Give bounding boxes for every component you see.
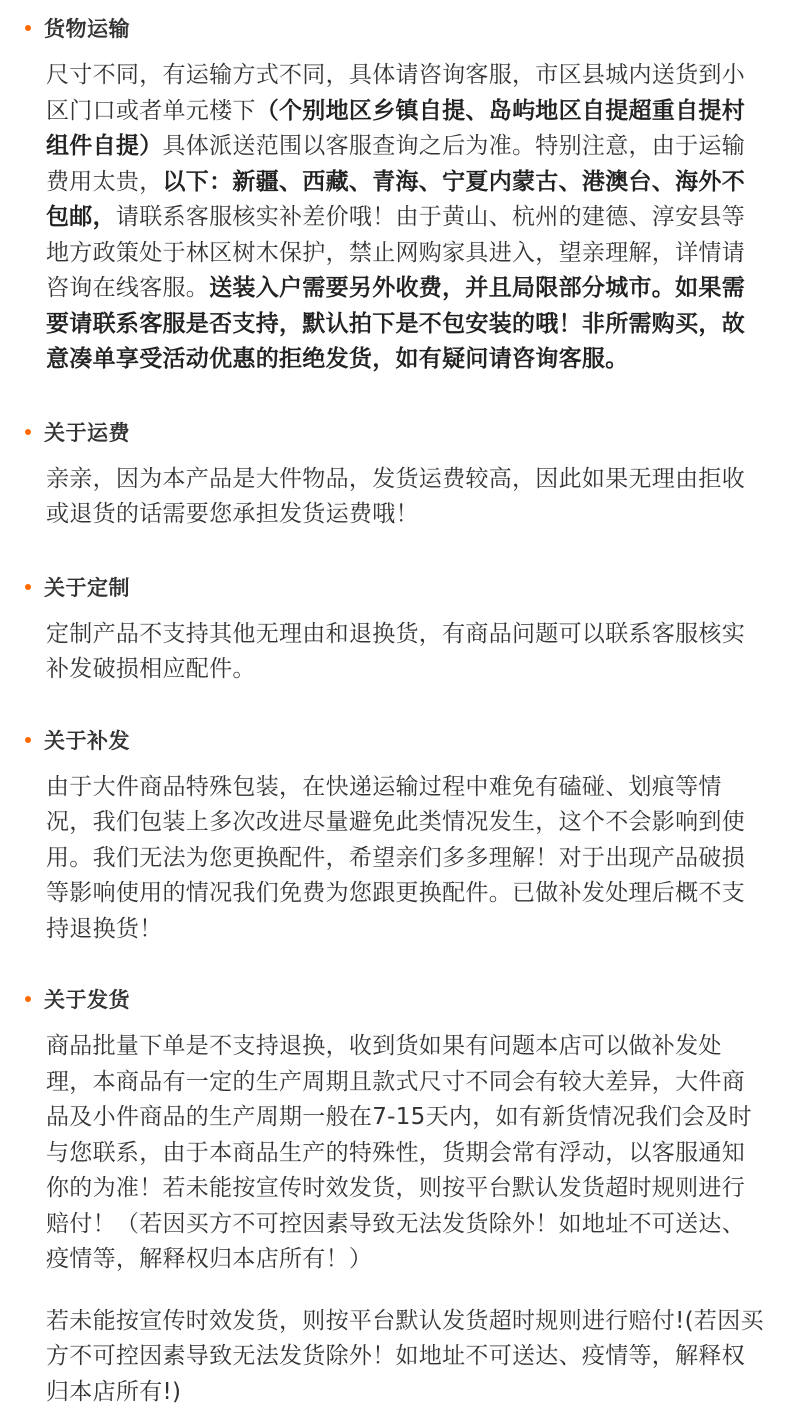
section-title: 货物运输 (44, 13, 130, 43)
section-freight (24, 412, 766, 533)
section-header (25, 8, 766, 48)
section-title: 关于发货 (44, 984, 130, 1014)
section-title: 关于运费 (44, 417, 130, 447)
section-reissue (24, 720, 766, 948)
body-text: 尺寸不同，有运输方式不同，具体请咨询客服，市区县城内送货到小区门口或者单元楼下 (46, 62, 745, 124)
body-text: 具体派送范围以客服查询之后为准。特别注意，由于运输费用太贵， (46, 133, 745, 195)
section-shipping (24, 8, 766, 378)
section-body: 定制产品不支持其他无理由和退换货，有商品问题可以联系客服核实补发破损相应配件。 (46, 617, 766, 688)
body-text-emphasis: 以下：新疆、西藏、青海、宁夏内蒙古、港澳台、海外不包邮， (46, 169, 745, 231)
dot-bullet-icon (25, 584, 31, 590)
section-body: 亲亲，因为本产品是大件物品，发货运费较高，因此如果无理由拒收或退货的话需要您承担发货运费哦！ (46, 462, 766, 533)
section-title: 关于定制 (44, 572, 130, 602)
body-text-emphasis: 送装入户需要另外收费，并且局限部分城市。如果需要请联系客服是否支持，默认拍下是不包安装的哦！非所需购买，故意凑单享受活动优惠的拒绝发货，如有疑问请咨询客服。 (46, 275, 745, 372)
section-header (25, 979, 766, 1019)
section-delivery (24, 979, 766, 1410)
body-text-emphasis: （个别地区乡镇自提、岛屿地区自提超重自提村组件自提） (46, 98, 745, 160)
dot-bullet-icon (25, 25, 31, 31)
section-header (25, 720, 766, 760)
section-header (25, 412, 766, 452)
body-text: 请联系客服核实补差价哦！由于黄山、杭州的建德、淳安县等地方政策处于林区树木保护，禁止网购家具进入，望亲理解，详情请咨询在线客服。 (46, 204, 745, 301)
section-body: 由于大件商品特殊包装，在快递运输过程中难免有磕碰、划痕等情况，我们包装上多次改进尽量避免此类情况发生，这个不会影响到使用。我们无法为您更换配件，希望亲们多多理解！对于出现产品破损等影响使用的情况我们免费为您跟更换配件。已做补发处理后概不支持退换货！ (46, 770, 766, 948)
dot-bullet-icon (25, 737, 31, 743)
section-body (46, 58, 766, 378)
section-body: 商品批量下单是不支持退换，收到货如果有问题本店可以做补发处理，本商品有一定的生产周期且款式尺寸不同会有较大差异，大件商品及小件商品的生产周期一般在7-15天内，如有新货情况我们会及时与您联系，由于本商品生产的特殊性，货期会常有浮动，以客服通知你的为准！若未能按宣传时效发货，则按平台默认发货超时规则进行赔付！（若因买方不可控因素导致无法发货除外！如地址不可送达、疫情等，解释权归本店所有！） (46, 1029, 766, 1278)
dot-bullet-icon (25, 996, 31, 1002)
section-title: 关于补发 (44, 725, 130, 755)
section-extra-note: 若未能按宣传时效发货，则按平台默认发货超时规则进行赔付!(若因买方不可控因素导致无法发货除外！如地址不可送达、疫情等，解释权归本店所有!) (46, 1304, 766, 1410)
section-header (25, 567, 766, 607)
dot-bullet-icon (25, 429, 31, 435)
section-custom (24, 567, 766, 688)
